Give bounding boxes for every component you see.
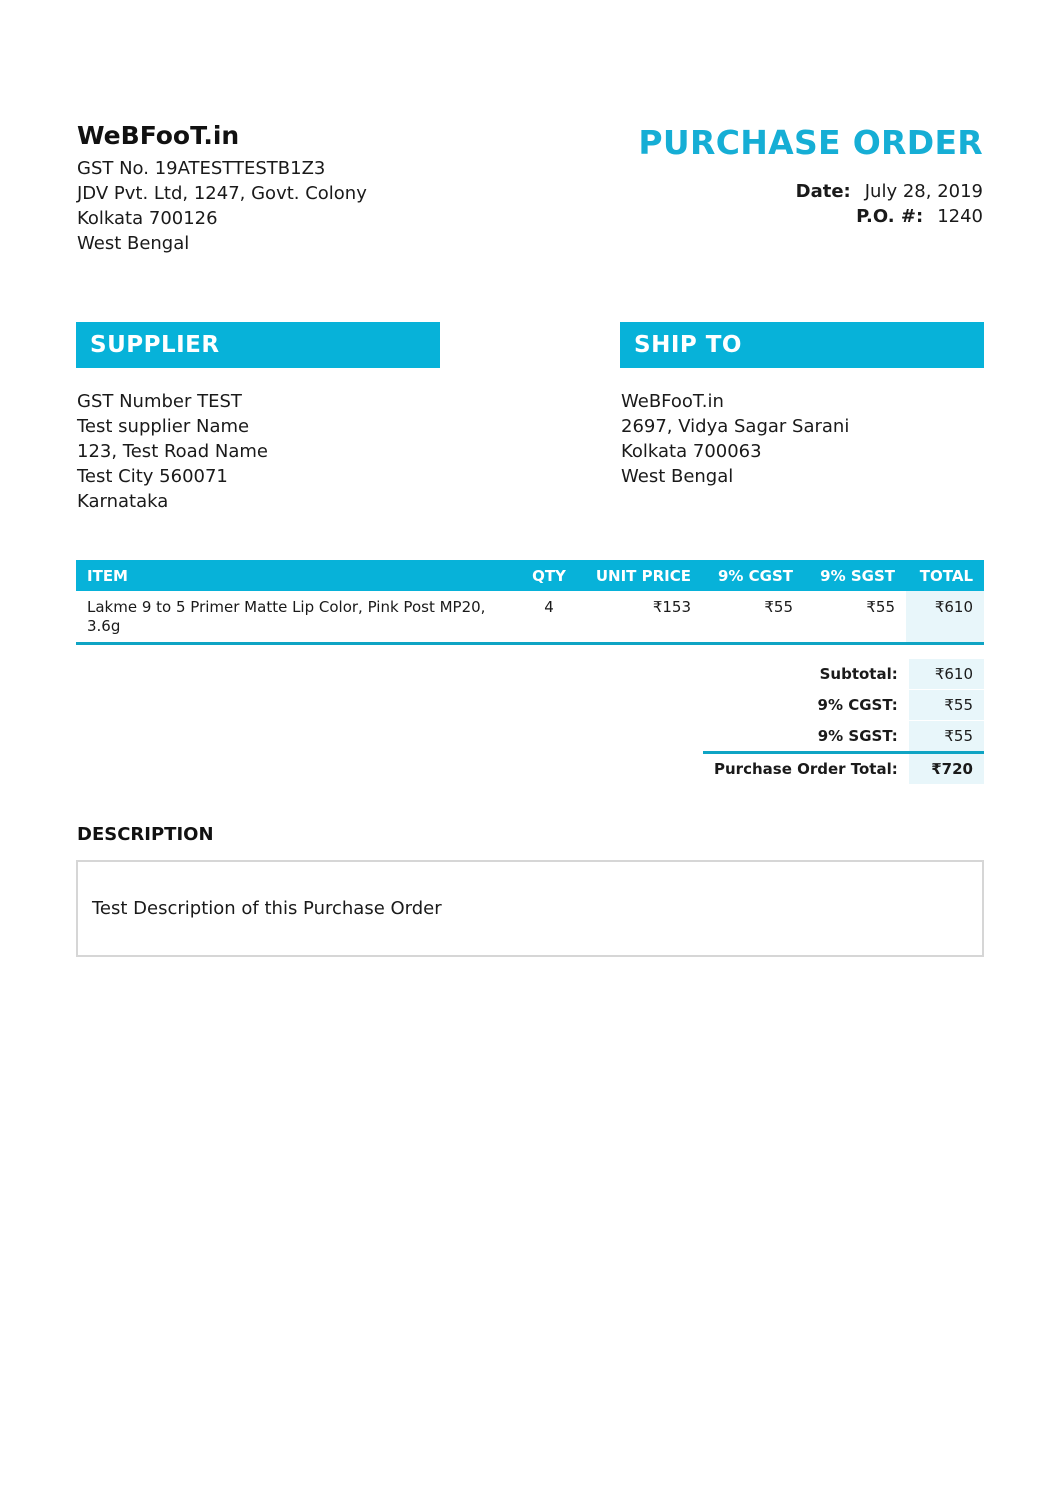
company-street-line: JDV Pvt. Ltd, 1247, Govt. Colony	[77, 183, 367, 204]
header-cgst: 9% CGST	[702, 560, 804, 591]
description-box	[76, 860, 984, 957]
subtotal-label: Subtotal:	[703, 659, 909, 690]
company-gst-line: GST No. 19ATESTTESTB1Z3	[77, 158, 326, 179]
subtotal-value: ₹610	[909, 659, 984, 690]
date-label: Date:	[795, 181, 851, 202]
cell-sgst: ₹55	[866, 598, 895, 616]
company-address	[77, 156, 367, 256]
description-heading: DESCRIPTION	[77, 824, 214, 845]
cell-qty: 4	[544, 598, 554, 616]
grand-total-label: Purchase Order Total:	[703, 753, 909, 785]
ship-to-line: West Bengal	[621, 466, 734, 487]
document-title: PURCHASE ORDER	[638, 123, 983, 162]
cgst-total-value: ₹55	[909, 690, 984, 721]
ship-to-heading: SHIP TO	[620, 322, 984, 368]
supplier-line: Test supplier Name	[77, 416, 250, 437]
header-total: TOTAL	[906, 560, 984, 591]
po-number-label: P.O. #:	[856, 206, 924, 227]
date-value: July 28, 2019	[864, 181, 983, 202]
items-table	[76, 560, 984, 645]
header-sgst: 9% SGST	[804, 560, 906, 591]
supplier-heading: SUPPLIER	[76, 322, 440, 368]
company-name: WeBFooT.in	[77, 121, 240, 150]
header-item: ITEM	[76, 560, 518, 591]
totals-table	[703, 659, 984, 784]
supplier-line: Test City 560071	[77, 466, 228, 487]
po-number-row	[796, 204, 983, 229]
description-text: Test Description of this Purchase Order	[92, 898, 442, 919]
cell-item: Lakme 9 to 5 Primer Matte Lip Color, Pink Post MP20, 3.6g	[87, 598, 486, 635]
subtotal-row	[703, 659, 984, 690]
cell-unit-price: ₹153	[652, 598, 691, 616]
header-unit-price: UNIT PRICE	[580, 560, 702, 591]
company-state-line: West Bengal	[77, 233, 190, 254]
supplier-address	[77, 389, 268, 514]
po-number-value: 1240	[937, 206, 983, 227]
ship-to-line: Kolkata 700063	[621, 441, 762, 462]
supplier-line: GST Number TEST	[77, 391, 242, 412]
cell-total: ₹610	[906, 591, 984, 644]
cgst-total-label: 9% CGST:	[703, 690, 909, 721]
ship-to-line: 2697, Vidya Sagar Sarani	[621, 416, 850, 437]
date-row	[796, 179, 983, 204]
supplier-line: 123, Test Road Name	[77, 441, 268, 462]
grand-total-row	[703, 753, 984, 785]
table-row	[76, 591, 984, 644]
items-header-row	[76, 560, 984, 591]
sgst-total-label: 9% SGST:	[817, 727, 898, 745]
ship-to-line: WeBFooT.in	[621, 391, 724, 412]
sgst-total-row	[703, 721, 984, 753]
sgst-total-value: ₹55	[909, 721, 984, 753]
cell-cgst: ₹55	[764, 598, 793, 616]
ship-to-address	[621, 389, 849, 489]
order-meta	[796, 179, 983, 229]
header-qty: QTY	[518, 560, 580, 591]
grand-total-value: ₹720	[909, 753, 984, 785]
cgst-total-row	[703, 690, 984, 721]
supplier-line: Karnataka	[77, 491, 169, 512]
company-city-line: Kolkata 700126	[77, 208, 218, 229]
